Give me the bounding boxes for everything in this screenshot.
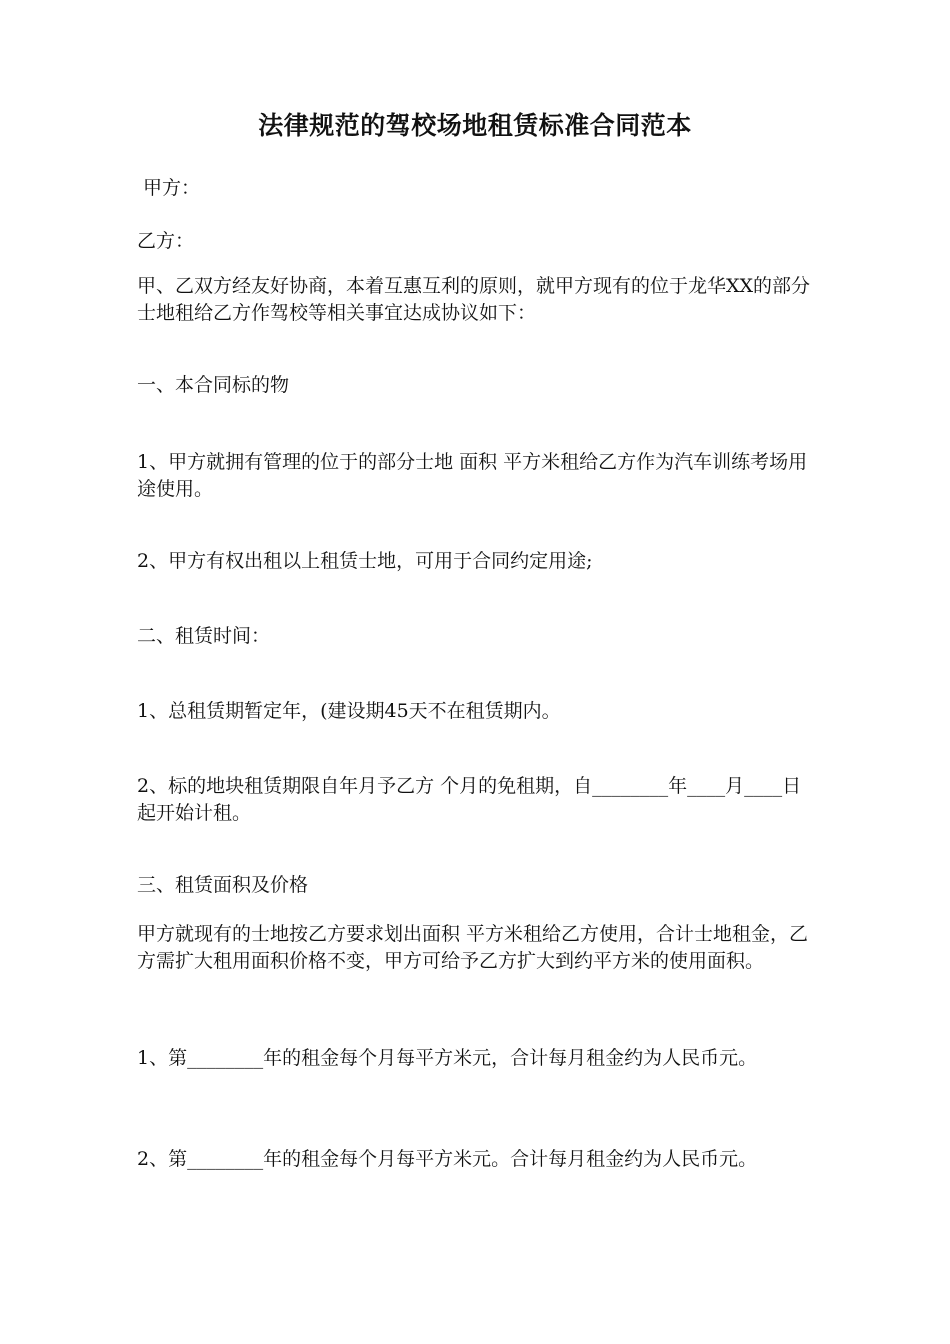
section-2-heading: 二、租赁时间： xyxy=(137,625,271,647)
section-3-item-2: 2、第________年的租金每个月每平方米元。合计每月租金约为人民币元。 xyxy=(137,1148,758,1170)
document-title: 法律规范的驾校场地租赁标准合同范本 xyxy=(258,111,692,140)
intro-paragraph: 甲、乙双方经友好协商，本着互惠互利的原则，就甲方现有的位于龙华XX的部分士地租给乙方作驾校等相关事宜达成协议如下： xyxy=(137,275,811,324)
party-b-line: 乙方： xyxy=(137,230,195,252)
section-3-item-1: 1、第________年的租金每个月每平方米元，合计每月租金约为人民币元。 xyxy=(137,1047,758,1069)
section-2-item-1: 1、总租赁期暂定年，(建设期45天不在租赁期内。 xyxy=(137,700,561,722)
section-1-item-2: 2、甲方有权出租以上租赁士地，可用于合同约定用途; xyxy=(137,550,593,572)
section-1-heading: 一、本合同标的物 xyxy=(137,374,290,396)
section-1-item-1: 1、甲方就拥有管理的位于的部分士地 面积 平方米租给乙方作为汽车训练考场用途使用。 xyxy=(137,451,808,500)
section-3-heading: 三、租赁面积及价格 xyxy=(137,874,309,896)
party-a-line: 甲方： xyxy=(137,177,201,199)
section-3-body: 甲方就现有的士地按乙方要求划出面积 平方米租给乙方使用，合计士地租金，乙方需扩大租用面积价格不变，甲方可给予乙方扩大到约平方米的使用面积。 xyxy=(137,923,809,972)
section-2-item-2: 2、标的地块租赁期限自年月予乙方 个月的免租期，自________年____月____日起开始计租。 xyxy=(137,775,802,824)
